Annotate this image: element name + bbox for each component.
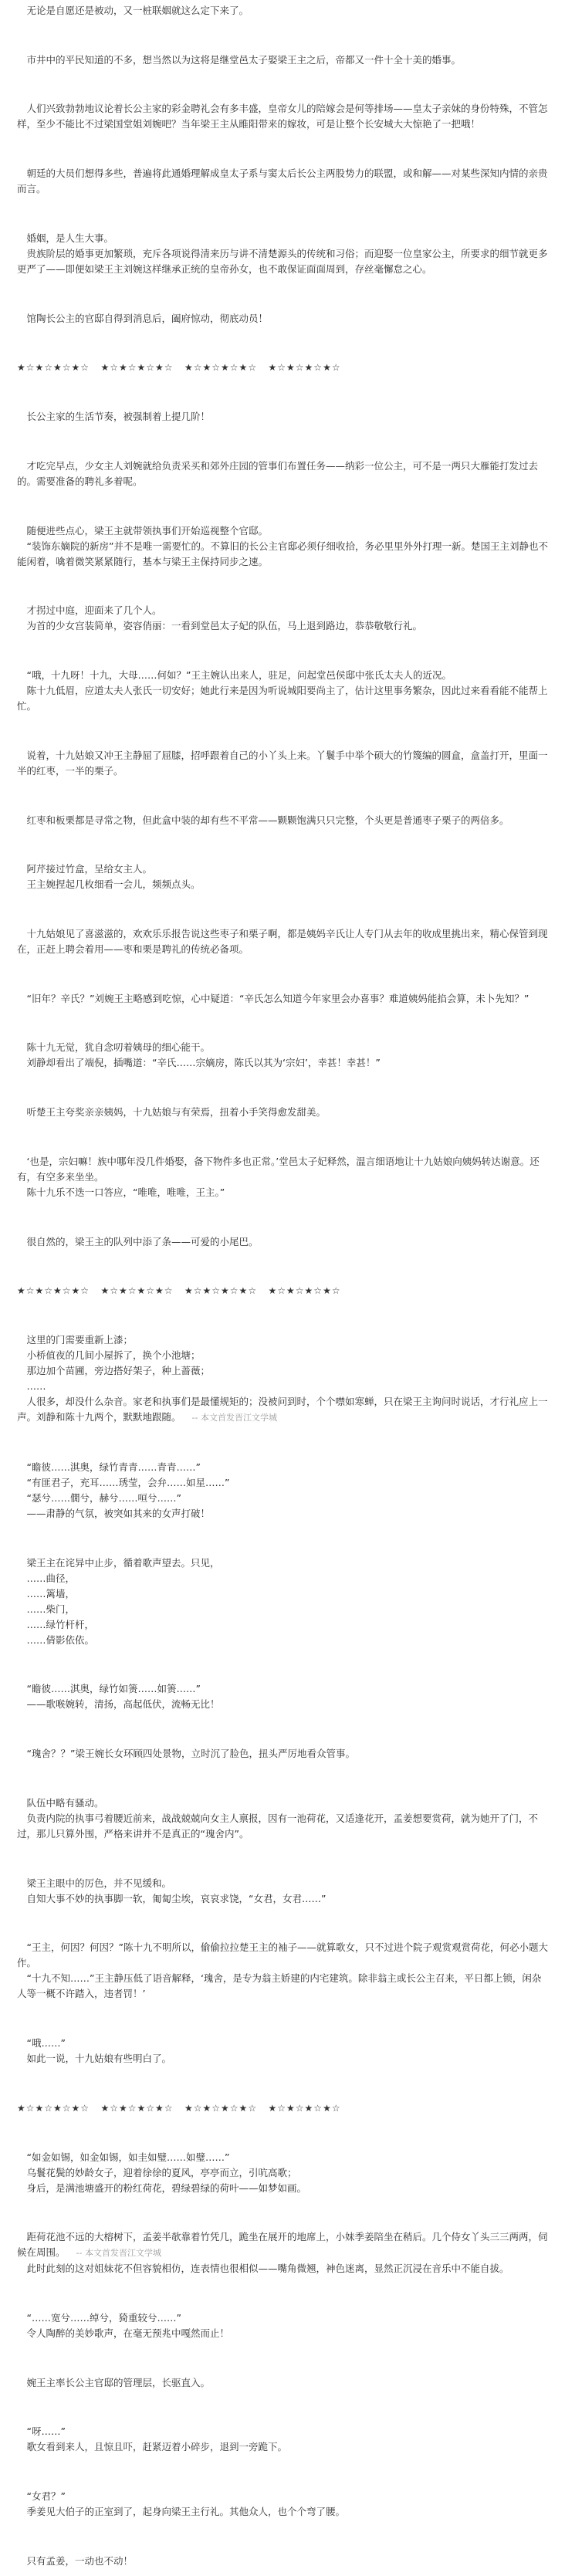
paragraph	[17, 926, 548, 957]
text-line: 梁王主在诧异中止步，循着歌声望去。只见，	[26, 1556, 220, 1569]
text-line: 听楚王主夸奖亲亲姨妈，十九姑娘与有荣焉，扭着小手笑得愈发甜美。	[26, 1106, 326, 1119]
text-line: “哦，十九呀！十九，大母……何如？”王主婉认出来人，驻足，问起堂邑侯邸中张氏太夫人的近况。	[26, 669, 452, 682]
text-line: “哦……”	[26, 2037, 66, 2050]
paragraph	[17, 1876, 548, 1907]
paragraph	[17, 1154, 548, 1200]
text-line: ……柴门，	[26, 1603, 76, 1615]
text-line: 如此一说，十九姑娘有些明白了。	[26, 2053, 172, 2065]
paragraph	[17, 459, 548, 489]
text-line: 为首的少女宫装简单，姿容俏丽：一看到堂邑太子妃的队伍，马上退到路边，恭恭敬敬行礼。	[26, 620, 423, 632]
text-line: “装饰东嫡院的新房”并不是唯一需要忙的。不算旧的长公主官邸必须仔细收拾，务必里里外外打理一新。楚国王主刘静也不能闲着，噙着微笑紧紧随行，基本与梁王主保持同步之速。	[17, 540, 548, 567]
text-line: 陈十九乐不迭一口答应，“唯唯，唯唯，王主。”	[26, 1186, 225, 1198]
text-line: 十九姑娘见了喜滋滋的，欢欢乐乐报告说这些枣子和栗子啊，都是姨妈辛氏让人专门从去年的收成里挑出来，精心保管到现在，正赶上聘会着用——枣和栗是聘礼的传统必备项。	[17, 928, 548, 956]
paragraph	[17, 409, 548, 425]
chapter-text	[17, 3, 548, 2569]
paragraph	[17, 1681, 548, 1712]
text-line: ——肃静的气氛，被突如其来的女声打破！	[26, 1507, 211, 1519]
text-line: “王主，何因？何因？”陈十九不明所以，偷偷拉拉楚王主的袖子——就算歌女，只不过进个院子观赏观赏荷花，何必小题大作。	[17, 1941, 548, 1969]
text-line: 那边加个苗圃，旁边搭好架子，种上蔷薇；	[26, 1365, 211, 1377]
text-line: 陈十九无觉，犹自念叨着姨母的细心能干。	[26, 1041, 211, 1054]
text-line: 此时此刻的这对姐妹花不但容貌相仿，连表情也很相似——嘴角微翘，神色迷离，显然正沉浸在音乐中不能自拔。	[26, 2263, 509, 2275]
paragraph	[17, 1460, 548, 1522]
text-line: “如金如锡，如金如锡，如圭如璧……如璧……”	[26, 2151, 230, 2163]
paragraph	[17, 1796, 548, 1842]
text-line: 队伍中略有骚动。	[26, 1796, 104, 1809]
text-line: 贵族阶层的婚事更加繁琐，充斥各项说得清来历与讲不清楚源头的传统和习俗；而迎娶一位皇家公主，所要求的细节就更多更严了——即便如梁王主刘婉这样继承正统的皇帝孙女，也不敢保证面面周到，存丝毫懈怠之心。	[17, 247, 548, 275]
paragraph	[17, 813, 548, 828]
paragraph	[17, 2229, 548, 2276]
paragraph	[17, 861, 548, 892]
paragraph	[17, 2489, 548, 2520]
paragraph	[17, 1234, 548, 1250]
paragraph	[17, 2310, 548, 2341]
text-line: ……	[26, 1380, 46, 1393]
text-line: 刘静却看出了端倪，插嘴道：“辛氏……宗嫡房，陈氏以其为‘宗妇’，幸甚！幸甚！”	[26, 1057, 381, 1069]
paragraph	[17, 748, 548, 779]
text-line: 阿芹接过竹盒，呈给女主人。	[26, 863, 153, 875]
text-line: 乌鬟花鬓的妙龄女子，迎着徐徐的夏风，亭亭而立，引吭高歌；	[26, 2166, 297, 2178]
text-line: 身后，是满池塘盛开的粉红荷花，碧绿碧绿的荷叶——如梦如画。	[26, 2182, 307, 2194]
paragraph	[17, 1940, 548, 2002]
text-line: 这里的门需要重新上漆；	[26, 1334, 134, 1346]
text-line: “旧年？辛氏？”刘婉王主略感到吃惊，心中疑道：“辛氏怎么知道今年家里会办喜事？难道姨妈能掐会算，未卜先知？”	[26, 992, 529, 1004]
source-note: -- 本文首发晋江文学城	[76, 2248, 161, 2259]
text-line: 自知大事不妙的执事脚一软，匍匐尘埃，哀哀求饶，“女君，女君……”	[26, 1892, 326, 1904]
text-line: 令人陶醉的美妙歌声，在毫无预兆中嘎然而止！	[26, 2327, 230, 2339]
text-line: “瞻彼……淇奥，绿竹如箦……如箦……”	[26, 1683, 201, 1695]
text-line: 小桥值夜的几间小屋拆了，换个小池塘；	[26, 1349, 201, 1362]
paragraph	[17, 2424, 548, 2455]
text-line: 婉王主率长公主官邸的管理层，长驱直入。	[26, 2376, 211, 2388]
paragraph	[17, 1105, 548, 1120]
paragraph	[17, 2554, 548, 2569]
text-line: 才拐过中庭，迎面来了几个人。	[26, 604, 162, 617]
text-line: ……倩影依依。	[26, 1633, 95, 1646]
text-line: 红枣和板栗都是寻常之物，但此盒中装的却有些不平常——颗颗饱满只只完整，个头更是普通枣子栗子的两倍多。	[26, 814, 509, 826]
text-line: 季姜见大伯子的正室到了，起身向梁王主行礼。其他众人，也个个弯了腰。	[26, 2506, 346, 2518]
text-line: “瑟兮……僩兮，赫兮……咺兮……”	[26, 1491, 181, 1504]
paragraph	[17, 101, 548, 132]
text-line-content: 距荷花池不远的大榕树下，孟姜半欹靠着竹凭几，跪坐在展开的地席上，小妹季姜陪坐在稍后。几个侍女丫头三三两两，伺候在周围。	[17, 2231, 548, 2259]
text-line: “十九不知……”王主静压低了语音解释，‘瑰舍，是专为翁主娇建的内宅建筑。除非翁主或长公主召来，平日都上锁，闲杂人等一概不许踏入，违者罚！’	[17, 1972, 542, 2000]
text-line: 说着，十九姑娘又冲王主静屈了屈膝，招呼跟着自己的小丫头上来。丫鬟手中举个硕大的竹篾编的圆盒，盒盖打开，里面一半的红枣，一半的栗子。	[17, 749, 548, 777]
paragraph	[17, 1746, 548, 1762]
text-line: ‘也是，宗妇嘛！族中哪年没几件婚娶，备下物件多也正常。’堂邑太子妃释然，温言细语地让十九姑娘向姨妈转达谢意。还有，有空多来坐坐。	[17, 1155, 540, 1183]
text-line: ——歌喉婉转，清扬，高起低伏，流畅无比！	[26, 1698, 220, 1711]
paragraph	[17, 3, 548, 19]
text-line: “瞻彼……淇奥，绿竹青青……青青……”	[26, 1461, 201, 1473]
text-line: 很自然的，梁王主的队列中添了条——可爱的小尾巴。	[26, 1235, 259, 1247]
text-line: 朝廷的大员们想得多些，普遍将此通婚理解成皇太子系与窦太后长公主两股势力的联盟，或和解——对某些深知内情的亲贵而言。	[17, 168, 548, 195]
paragraph	[17, 1040, 548, 1071]
text-line: 长公主家的生活节奏，被强制着上提几阶！	[26, 411, 211, 423]
text-line: 王主婉捏起几枚细看一会儿，频频点头。	[26, 878, 201, 891]
paragraph	[17, 523, 548, 570]
text-line: 随便进些点心，梁王主就带领执事们开始巡视整个官邸。	[26, 524, 269, 537]
text-line: 馆陶长公主的官邸自得到消息后，阖府惊动，彻底动员！	[26, 312, 269, 324]
text-line: “女君？”	[26, 2490, 66, 2503]
paragraph	[17, 1555, 548, 1648]
text-line: 陈十九低眉，应道太夫人张氏一切安好；她此行来是因为听说城阳要尚主了，估计这里事务繁杂，因此过来看看能不能帮上忙。	[17, 685, 548, 713]
text-line-content: 人很多，却没什么杂音。家老和执事们是最懂规矩的；没被问到时，个个噤如寒蝉，只在梁王主询问时说话，才行礼应上一声。刘静和陈十九两个，默默地跟随。	[17, 1396, 548, 1423]
paragraph	[17, 2150, 548, 2196]
section-separator: ★☆★☆★☆★☆ ★☆★☆★☆★☆ ★☆★☆★☆★☆ ★☆★☆★☆★☆	[17, 362, 341, 374]
text-line: 市井中的平民知道的不多，想当然以为这将是继堂邑太子娶梁王主之后，帝都又一件十全十美的婚事。	[26, 53, 462, 66]
paragraph	[17, 603, 548, 634]
text-line: ……曲径，	[26, 1572, 76, 1584]
section-separator: ★☆★☆★☆★☆ ★☆★☆★☆★☆ ★☆★☆★☆★☆ ★☆★☆★☆★☆	[17, 2102, 341, 2114]
paragraph	[17, 52, 548, 68]
section-separator: ★☆★☆★☆★☆ ★☆★☆★☆★☆ ★☆★☆★☆★☆ ★☆★☆★☆★☆	[17, 1285, 341, 1297]
paragraph	[17, 2036, 548, 2067]
text-line: “有匪君子，充耳……琇莹，会弁……如星……”	[26, 1476, 230, 1488]
text-line: 只有孟姜，一动也不动！	[26, 2554, 134, 2567]
text-line: “……宽兮……绰兮，猗重较兮……”	[26, 2311, 181, 2324]
text-line	[17, 1394, 548, 1426]
text-line: “呀……”	[26, 2425, 66, 2438]
paragraph	[17, 2375, 548, 2391]
paragraph	[17, 311, 548, 327]
text-line: 才吃完早点，少女主人刘婉就给负责采买和郊外庄园的管事们布置任务——纳彩一位公主，可不是一两只大雁能打发过去的。需要准备的聘礼多着呢。	[17, 459, 539, 487]
text-line: 歌女看到来人，且惊且吓，赶紧迈着小碎步，退到一旁跪下。	[26, 2441, 288, 2453]
text-line	[17, 2229, 548, 2261]
text-line: 婚姻，是人生大事。	[26, 232, 114, 244]
text-line: 负责内院的执事弓着腰近前来，战战兢兢向女主人禀报，因有一池荷花，又适逢花开，孟姜想要赏荷，就为她开了门，不过，那儿只算外围，严格来讲并不是真正的“瑰舍内”。	[17, 1812, 539, 1840]
paragraph	[17, 231, 548, 277]
text-line: ……篱墙，	[26, 1587, 76, 1599]
paragraph	[17, 166, 548, 197]
text-line: ……绿竹杆杆，	[26, 1618, 95, 1630]
source-note: -- 本文首发晋江文学城	[191, 1413, 277, 1423]
text-line: 人们兴致勃勃地议论着长公主家的彩金聘礼会有多丰盛，皇帝女儿的陪嫁会是何等排场——皇太子亲妹的身份特殊，不管怎样，至少不能比不过梁国堂姐刘婉吧？当年梁王主从睢阳带来的嫁妆，可是让整个长安城大大惊艳了一把哦！	[17, 103, 548, 130]
text-line: “瑰舍？？”梁王婉长女环顾四处景物，立时沉了脸色，扭头严厉地看众管事。	[26, 1748, 355, 1760]
paragraph	[17, 991, 548, 1007]
text-line: 无论是自愿还是被动，又一桩联姻就这么定下来了。	[26, 5, 249, 16]
paragraph	[17, 668, 548, 714]
text-line: 梁王主眼中的厉色，并不见缓和。	[26, 1877, 172, 1889]
paragraph	[17, 1332, 548, 1426]
